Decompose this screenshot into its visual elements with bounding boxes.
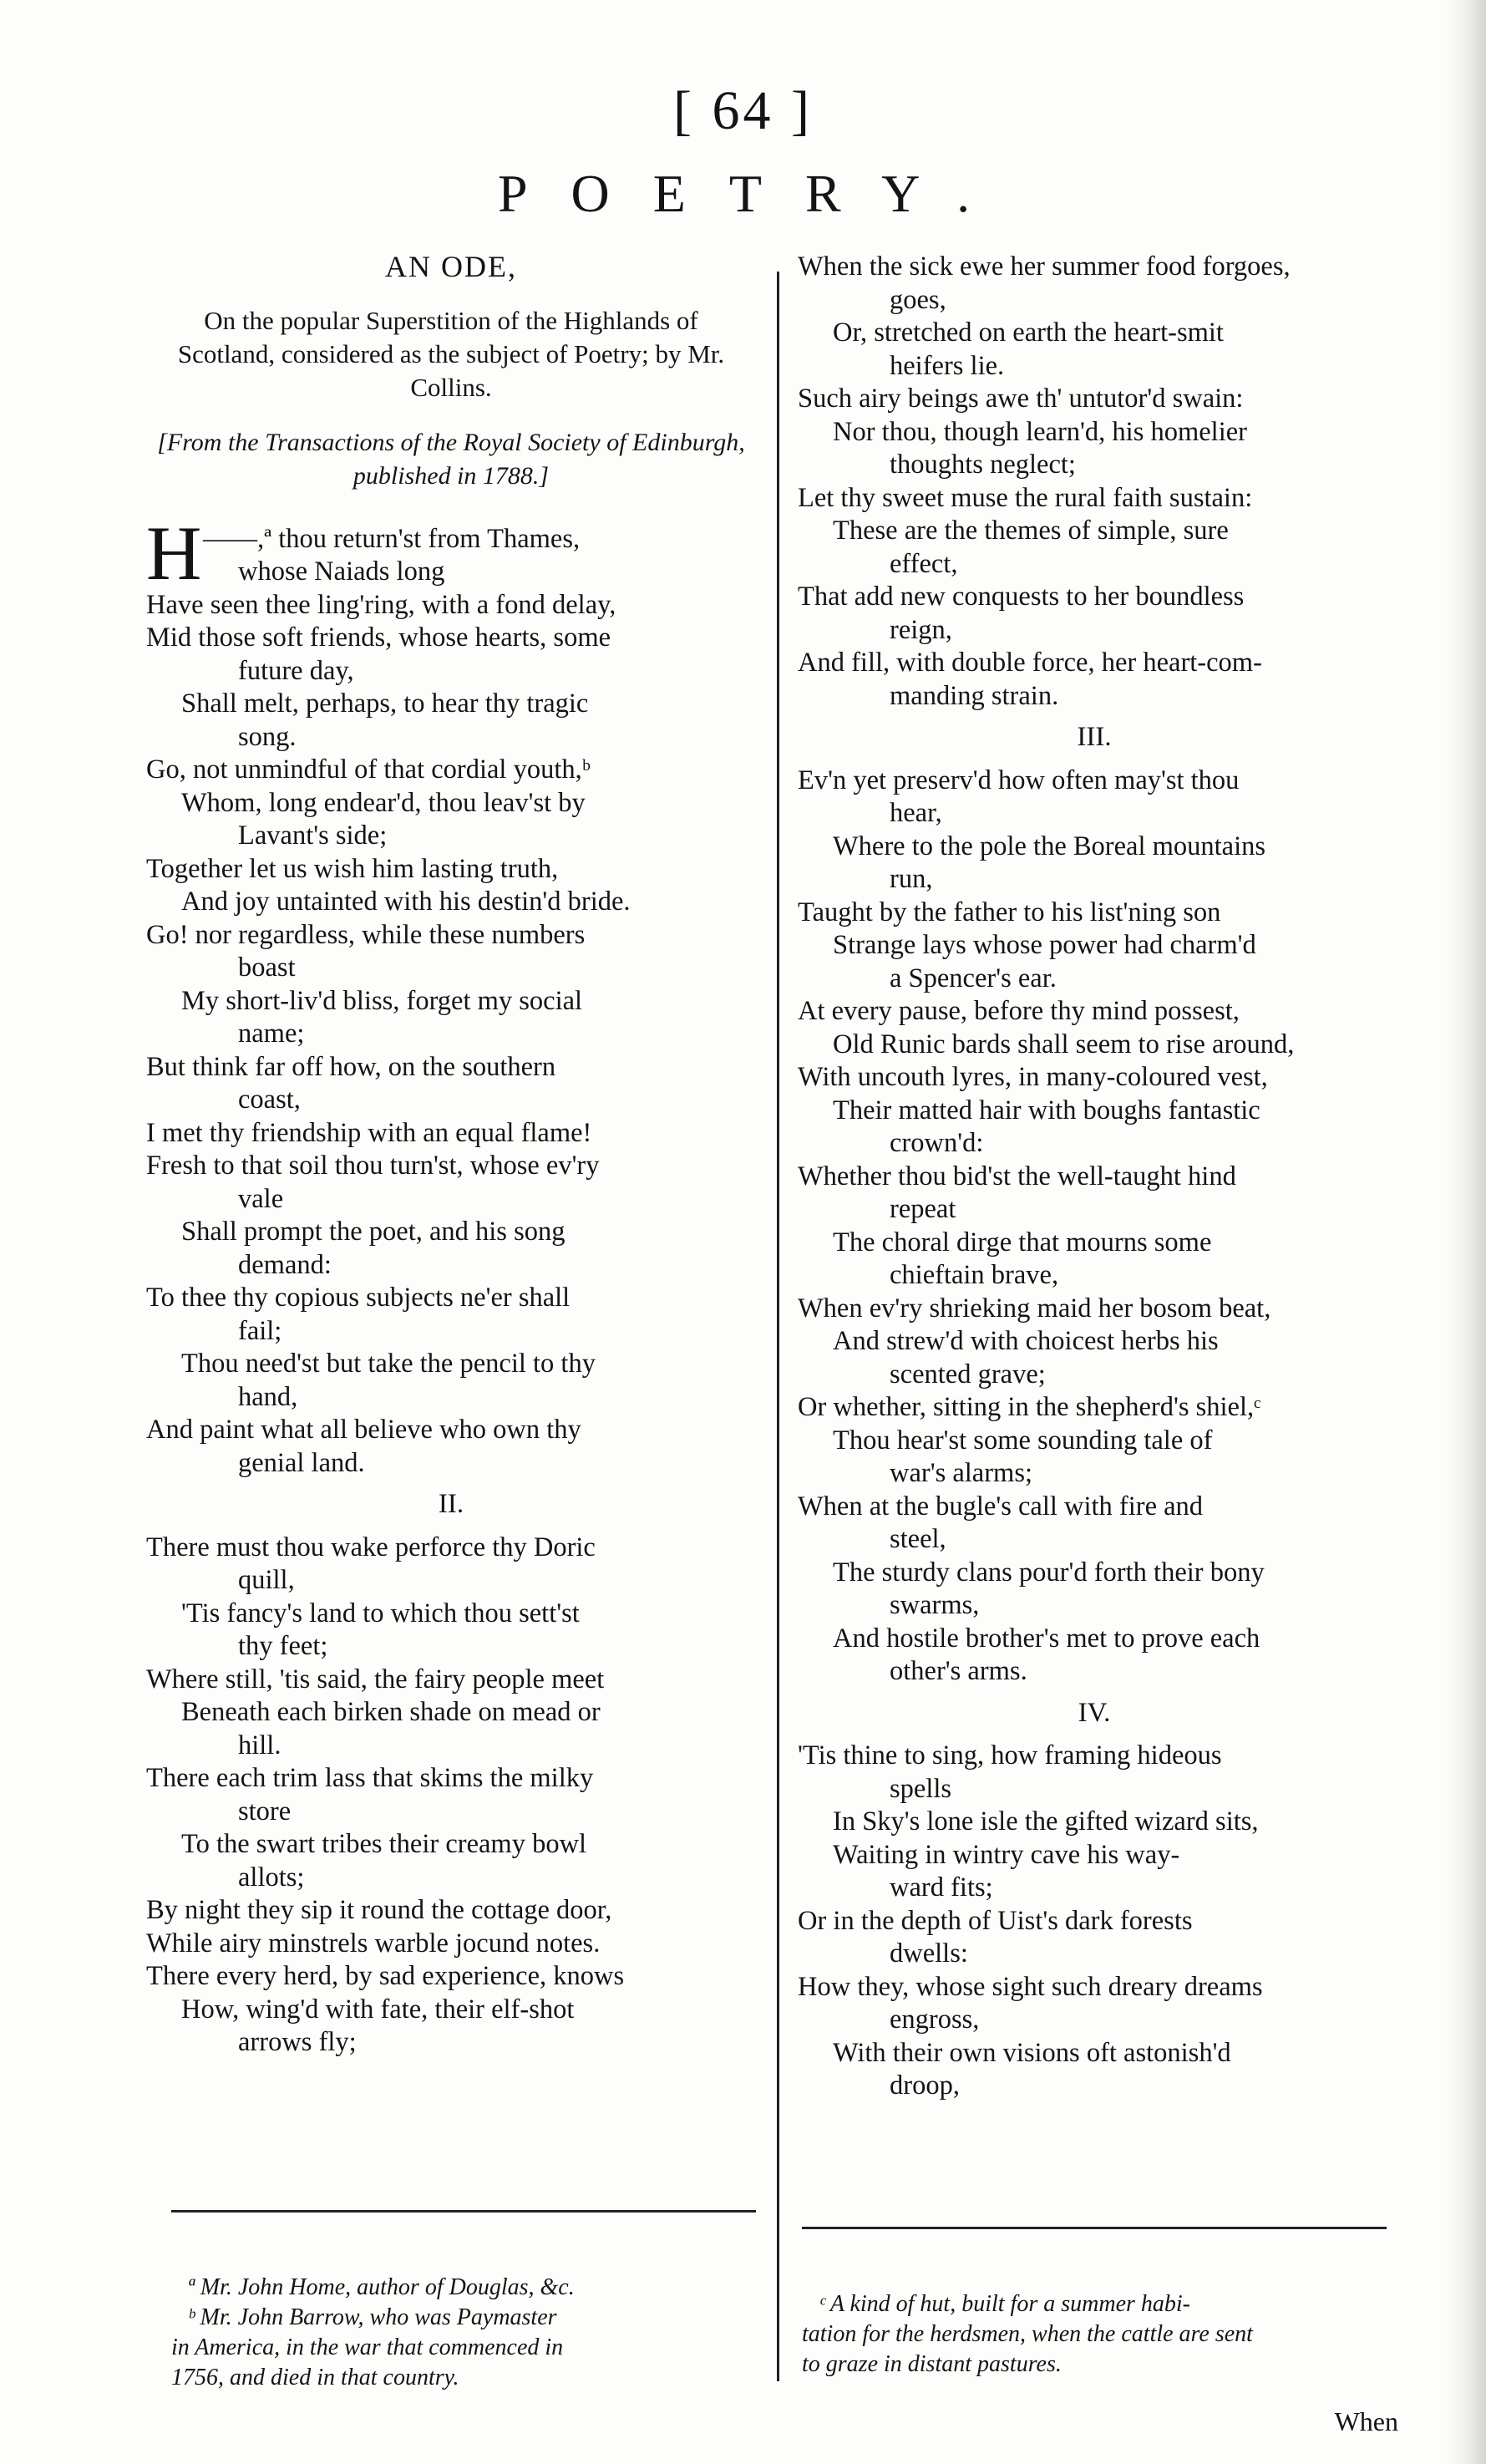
poem-line: demand: bbox=[238, 1249, 332, 1280]
poem-line: whose Naiads long bbox=[238, 556, 445, 587]
footnote-rule-left bbox=[171, 2210, 756, 2213]
poem-line: And strew'd with choicest herbs his bbox=[833, 1326, 1219, 1356]
footnote-b-line: ᵇ Mr. John Barrow, who was Paymaster bbox=[188, 2304, 557, 2330]
poem-line: Such airy beings awe th' untutor'd swain: bbox=[798, 384, 1244, 414]
poem-line: At every pause, before thy mind possest, bbox=[798, 996, 1240, 1026]
poem-line: Where still, 'tis said, the fairy people meet bbox=[146, 1664, 605, 1694]
footnote-b-line: in America, in the war that commenced in bbox=[171, 2334, 564, 2360]
poem-line: Or, stretched on earth the heart-smit bbox=[833, 318, 1224, 348]
poem-line: The sturdy clans pour'd forth their bony bbox=[833, 1557, 1265, 1588]
poem-line: With uncouth lyres, in many-coloured vest, bbox=[798, 1062, 1268, 1092]
poem-subtitle: On the popular Superstition of the Highlands of Scotland, considered as the subject of Poetry; by Mr. Collins. bbox=[177, 305, 725, 402]
poem-line: Thou need'st but take the pencil to thy bbox=[181, 1349, 596, 1379]
poem-line: How they, whose sight such dreary dreams bbox=[798, 1971, 1263, 2002]
poem-line: quill, bbox=[238, 1565, 295, 1595]
poem-line: chieftain brave, bbox=[890, 1260, 1059, 1290]
poem-line: Taught by the father to his list'ning son bbox=[798, 897, 1221, 927]
poem-line: Fresh to that soil thou turn'st, whose ev'ry bbox=[146, 1151, 600, 1181]
poem-line: When at the bugle's call with fire and bbox=[798, 1491, 1204, 1522]
poem-line: There each trim lass that skims the milky bbox=[146, 1763, 594, 1793]
poem-line: And joy untainted with his destin'd bride. bbox=[181, 887, 631, 917]
poem-line: swarms, bbox=[890, 1590, 980, 1620]
poem-line: When the sick ewe her summer food forgoes, bbox=[798, 251, 1291, 282]
poem-line: But think far off how, on the southern bbox=[146, 1051, 556, 1082]
poem-line: steel, bbox=[890, 1524, 946, 1554]
poem-line: a Spencer's ear. bbox=[890, 963, 1057, 993]
poem-line: other's arms. bbox=[890, 1656, 1027, 1686]
footnote-a: ª Mr. John Home, author of Douglas, &c. bbox=[188, 2274, 575, 2300]
poem-line: manding strain. bbox=[890, 680, 1059, 711]
poem-line: Or in the depth of Uist's dark forests bbox=[798, 1905, 1193, 1936]
poem-line: There every herd, by sad experience, knows bbox=[146, 1961, 625, 1991]
poem-line: Old Runic bards shall seem to rise around, bbox=[833, 1029, 1295, 1059]
poem-line: thoughts neglect; bbox=[890, 450, 1076, 480]
poem-line: While airy minstrels warble jocund notes. bbox=[146, 1928, 601, 1958]
poem-line: Let thy sweet muse the rural faith sustain: bbox=[798, 482, 1253, 513]
poem-line: store bbox=[238, 1796, 292, 1826]
poem-line: engross, bbox=[890, 2004, 980, 2035]
footnote-left bbox=[171, 2273, 764, 2393]
poem-line: Lavant's side; bbox=[238, 820, 388, 851]
poem-line: hear, bbox=[890, 798, 942, 828]
poem-line: thy feet; bbox=[238, 1631, 328, 1661]
poem-line: Ev'n yet preserv'd how often may'st thou bbox=[798, 765, 1240, 795]
poem-line: These are the themes of simple, sure bbox=[833, 516, 1229, 546]
poem-line: scented grave; bbox=[890, 1359, 1046, 1389]
poem-line: And hostile brother's met to prove each bbox=[833, 1623, 1260, 1654]
poem-line: With their own visions oft astonish'd bbox=[833, 2037, 1231, 2068]
poem-line: Where to the pole the Boreal mountains bbox=[833, 831, 1266, 861]
poem-line: Have seen thee ling'ring, with a fond delay, bbox=[146, 589, 616, 620]
poem-line: Beneath each birken shade on mead or bbox=[181, 1697, 601, 1727]
poem-line: Whom, long endear'd, thou leav'st by bbox=[181, 787, 586, 818]
poem-line: song. bbox=[238, 721, 297, 752]
drop-cap: H bbox=[146, 510, 202, 596]
poem-line: spells bbox=[890, 1773, 952, 1804]
poem-line: ward fits; bbox=[890, 1872, 993, 1903]
poem-line: reign, bbox=[890, 614, 952, 645]
poem-line: coast, bbox=[238, 1085, 301, 1115]
poem-line: heifers lie. bbox=[890, 350, 1005, 381]
poem-line: repeat bbox=[890, 1194, 956, 1224]
poem-line: 'Tis fancy's land to which thou sett'st bbox=[181, 1598, 580, 1628]
poem-line: 'Tis thine to sing, how framing hideous bbox=[798, 1740, 1222, 1771]
footnote-c-line: to graze in distant pastures. bbox=[802, 2351, 1062, 2377]
poem-line: In Sky's lone isle the gifted wizard sits, bbox=[833, 1806, 1259, 1837]
poem-line: Together let us wish him lasting truth, bbox=[146, 853, 559, 884]
poem-line: Waiting in wintry cave his way- bbox=[833, 1839, 1180, 1870]
poem-line: I met thy friendship with an equal flame! bbox=[146, 1117, 592, 1148]
poem-line: There must thou wake perforce thy Doric bbox=[146, 1532, 596, 1562]
poem-line: goes, bbox=[890, 284, 946, 315]
poem-line: genial land. bbox=[238, 1447, 365, 1478]
column-divider bbox=[777, 272, 779, 2381]
poem-line: war's alarms; bbox=[890, 1458, 1033, 1488]
page-edge-shadow bbox=[1444, 0, 1486, 2464]
footnote-c-line: ᶜ A kind of hut, built for a summer habi- bbox=[819, 2291, 1190, 2317]
footnote-right bbox=[802, 2289, 1387, 2380]
footnote-b-line: 1756, and died in that country. bbox=[171, 2365, 459, 2390]
poem-line: Or whether, sitting in the shepherd's shiel,ᶜ bbox=[798, 1392, 1261, 1422]
page-number: [ 64 ] bbox=[673, 80, 813, 141]
poem-line: Thou hear'st some sounding tale of bbox=[833, 1425, 1213, 1456]
poem-line: How, wing'd with fate, their elf-shot bbox=[181, 1994, 575, 2025]
poem-line: boast bbox=[238, 953, 296, 983]
poem-line: hill. bbox=[238, 1730, 281, 1760]
poem-line: Strange lays whose power had charm'd bbox=[833, 930, 1256, 960]
poem-line: allots; bbox=[238, 1862, 305, 1892]
poem-line: The choral dirge that mourns some bbox=[833, 1227, 1212, 1257]
poem-line: By night they sip it round the cottage door, bbox=[146, 1895, 612, 1925]
footnote-c-line: tation for the herdsmen, when the cattle are sent bbox=[802, 2321, 1253, 2347]
left-column bbox=[146, 251, 756, 2060]
poem-line: To thee thy copious subjects ne'er shall bbox=[146, 1283, 571, 1313]
stanza-number: III. bbox=[1077, 722, 1112, 752]
poem-line: Go! nor regardless, while these numbers bbox=[146, 919, 586, 950]
poem-line: And paint what all believe who own thy bbox=[146, 1415, 581, 1445]
poem-line: dwells: bbox=[890, 1938, 968, 1969]
right-column bbox=[798, 251, 1391, 2103]
poem-line: Shall melt, perhaps, to hear thy tragic bbox=[181, 688, 589, 719]
poem-line: That add new conquests to her boundless bbox=[798, 582, 1245, 612]
poem-line: effect, bbox=[890, 548, 958, 579]
poem-line: arrows fly; bbox=[238, 2027, 357, 2057]
stanza-number: II. bbox=[438, 1489, 464, 1519]
catchword: When bbox=[1334, 2406, 1398, 2436]
poem-line: And fill, with double force, her heart-com- bbox=[798, 648, 1262, 678]
poem-line: Shall prompt the poet, and his song bbox=[181, 1217, 565, 1247]
poem-line: Whether thou bid'st the well-taught hind bbox=[798, 1161, 1236, 1191]
poem-line: When ev'ry shrieking maid her bosom beat, bbox=[798, 1293, 1271, 1323]
stanza-number: IV. bbox=[1078, 1697, 1111, 1728]
poem-line: future day, bbox=[238, 655, 354, 686]
poem-line: To the swart tribes their creamy bowl bbox=[181, 1829, 587, 1859]
poem-line: hand, bbox=[238, 1381, 298, 1412]
poem-line: crown'd: bbox=[890, 1128, 984, 1158]
poem-line: Their matted hair with boughs fantastic bbox=[833, 1095, 1260, 1125]
poem-line: fail; bbox=[238, 1315, 282, 1346]
poem-line: Go, not unmindful of that cordial youth,ᵇ bbox=[146, 754, 591, 785]
poem-line: droop, bbox=[890, 2070, 960, 2101]
poem-line: My short-liv'd bliss, forget my social bbox=[181, 985, 583, 1016]
first-line-text: ——,ª thou return'st from Thames, bbox=[203, 523, 581, 554]
poem-source: [From the Transactions of the Royal Society of Edinburgh, published in 1788.] bbox=[157, 428, 745, 490]
footnote-rule-right bbox=[802, 2227, 1387, 2229]
poem-line: name; bbox=[238, 1019, 305, 1049]
poem-title: AN ODE, bbox=[385, 250, 517, 283]
poem-line: Nor thou, though learn'd, his homelier bbox=[833, 416, 1247, 447]
section-heading: POETRY. bbox=[497, 164, 1014, 223]
poem-line: Mid those soft friends, whose hearts, some bbox=[146, 622, 611, 653]
poem-line: vale bbox=[238, 1183, 284, 1214]
poem-line: run, bbox=[890, 864, 933, 894]
